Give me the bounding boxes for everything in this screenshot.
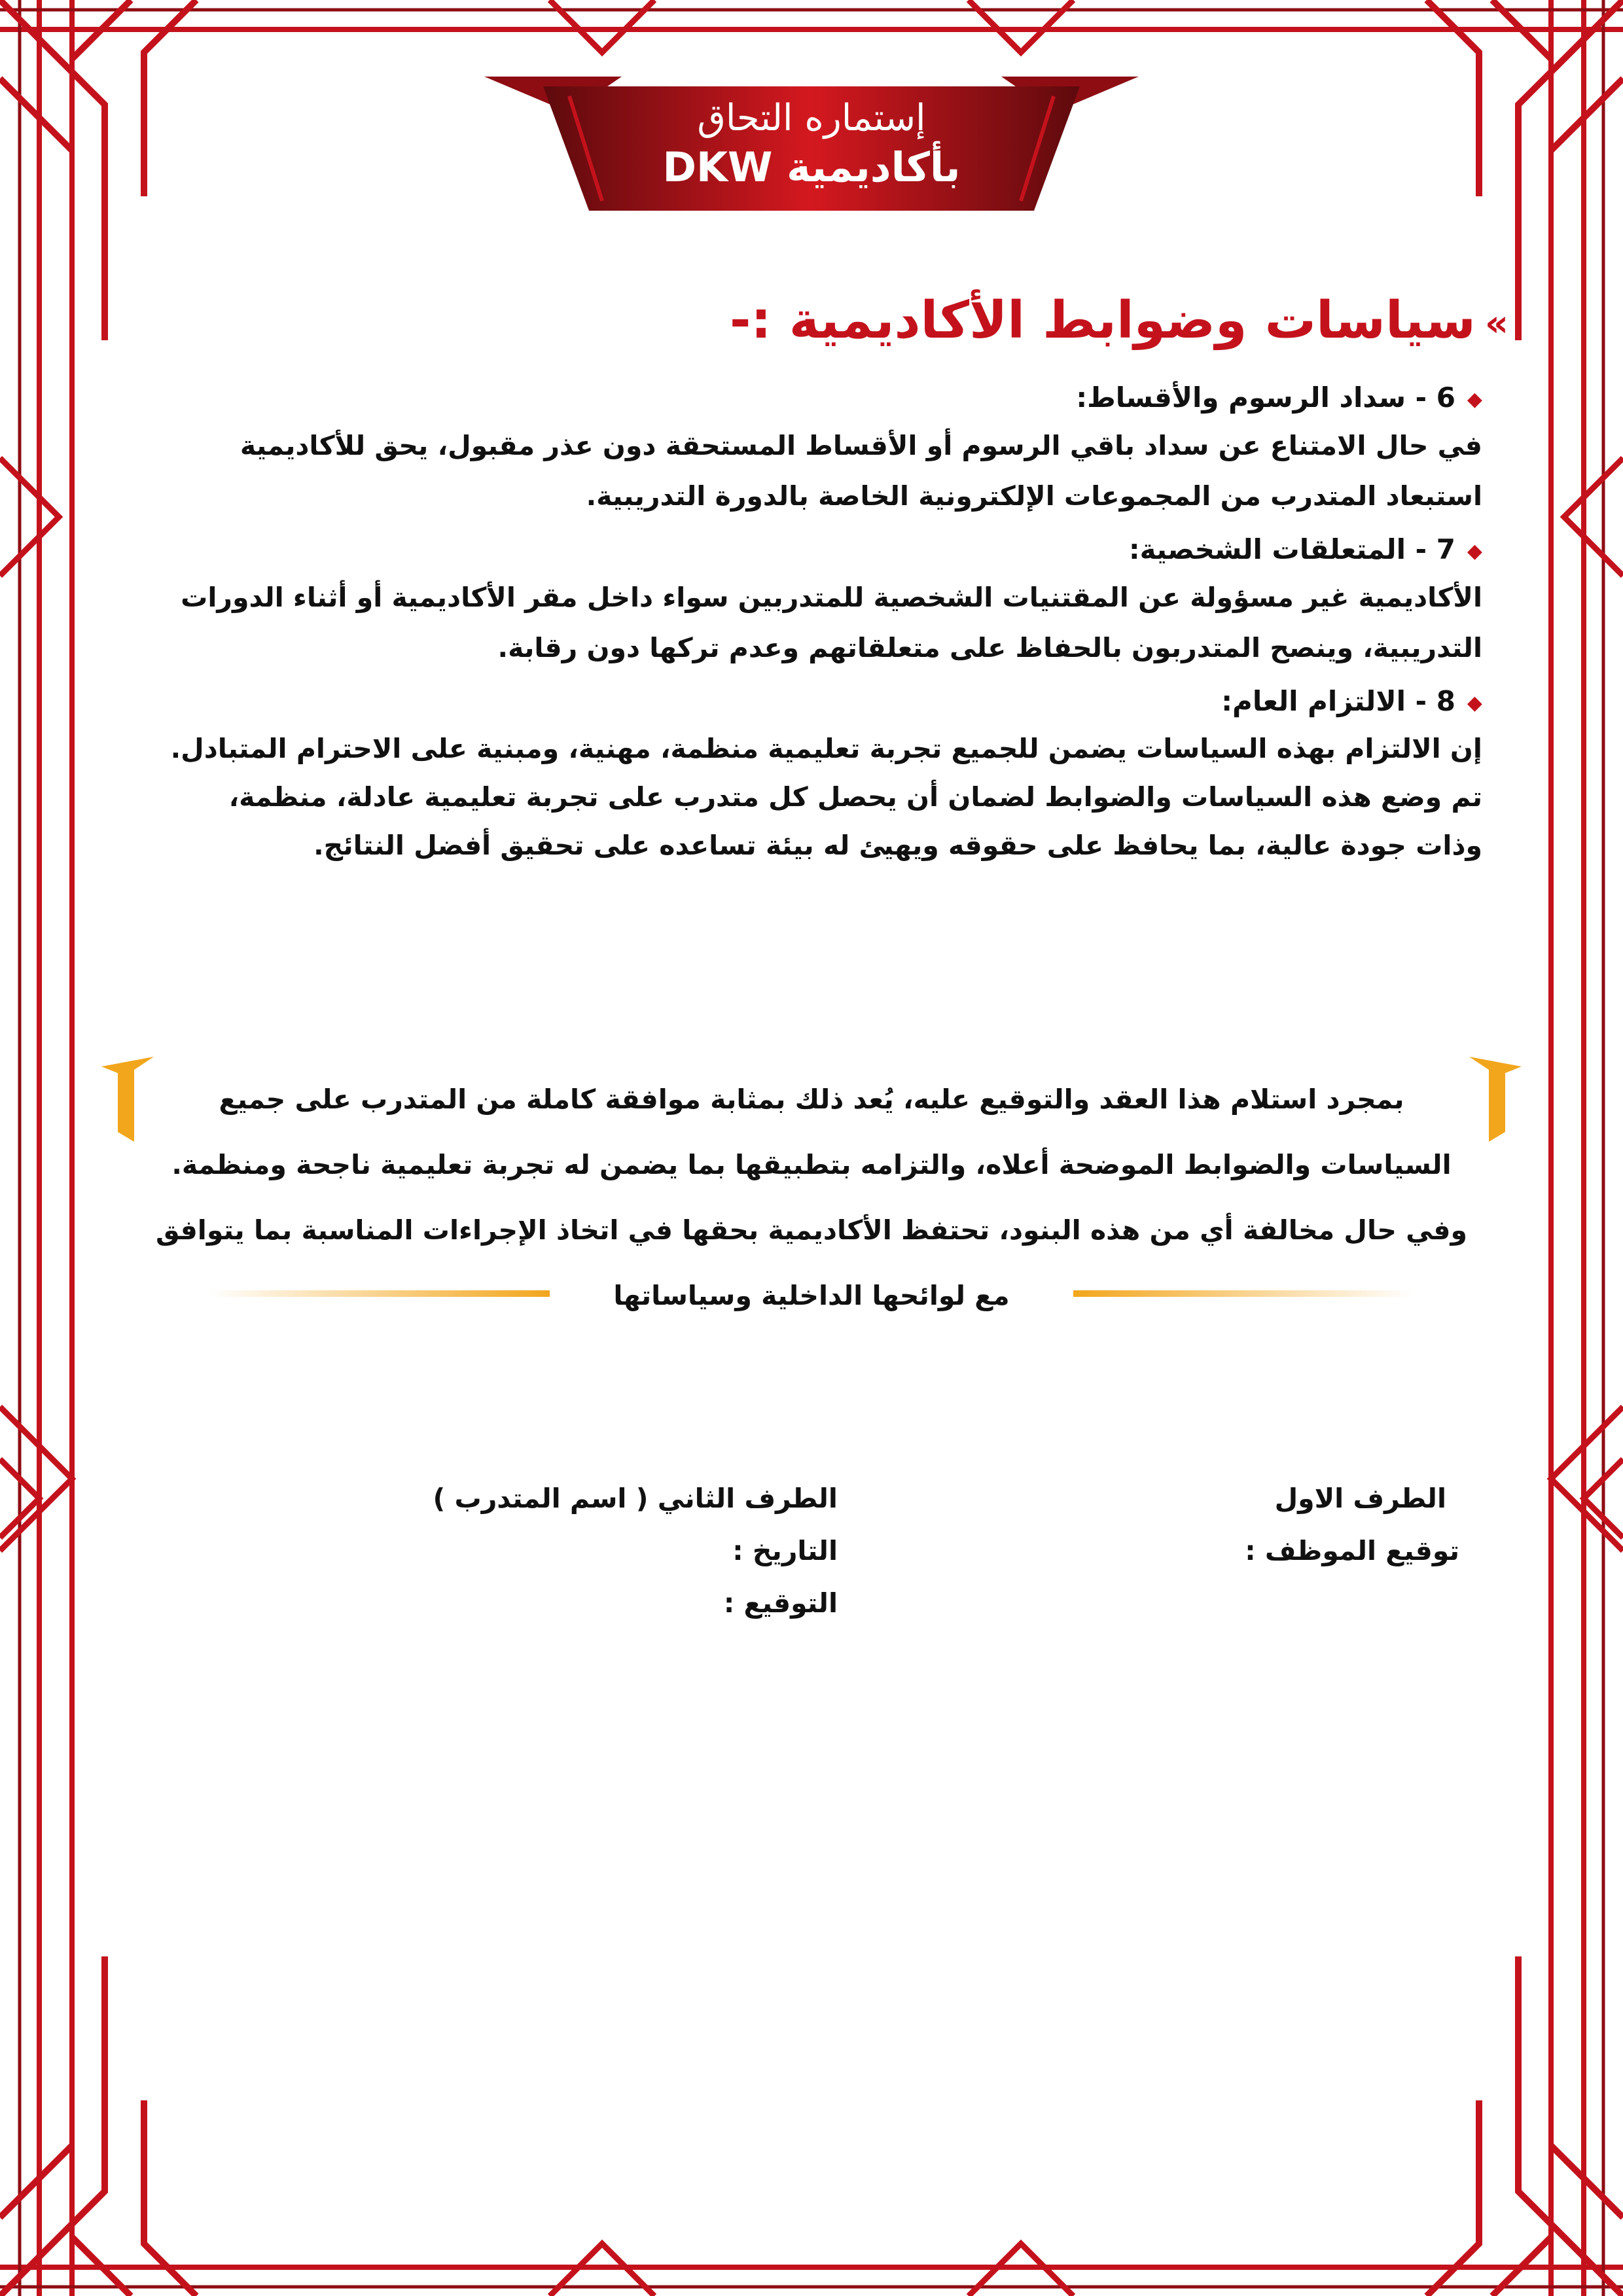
policy-item-line: الأكاديمية غير مسؤولة عن المقتنيات الشخصية للمتدربين سواء داخل مقر الأكاديمية أو أثناء الدورات: [181, 582, 1482, 613]
double-chevron-icon: »: [1484, 302, 1508, 345]
section-title-text: سياسات وضوابط الأكاديمية :-: [730, 291, 1476, 350]
policy-item-line: التدريبية، وينصح المتدربون بالحفاظ على متعلقاتهم وعدم تركها دون رقابة.: [497, 632, 1482, 663]
date-label: التاريخ :: [732, 1535, 838, 1566]
policy-item-line: استبعاد المتدرب من المجموعات الإلكترونية الخاصة بالدورة التدريبية.: [586, 480, 1482, 512]
header-title-line2: بأكاديمية DKW: [662, 143, 961, 191]
notice-line: السياسات والضوابط الموضحة أعلاه، والتزامه بتطبيقها بما يضمن له تجربة تعليمية ناجحة ومنظمة.: [171, 1149, 1452, 1180]
header-title-line1: إستماره التحاق: [697, 97, 926, 139]
policy-item-title-text: 8 - الالتزام العام:: [1221, 685, 1455, 717]
header-title: [615, 92, 1008, 203]
notice-line: وفي حال مخالفة أي من هذه البنود، تحتفظ الأكاديمية بحقها في اتخاذ الإجراءات المناسبة بما يتوافق: [156, 1214, 1467, 1246]
policy-item-title: [141, 527, 1482, 573]
diamond-bullet-icon: ◆: [1467, 387, 1482, 411]
employee-signature-label: توقيع الموظف :: [1245, 1535, 1459, 1566]
agreement-notice: [141, 1067, 1482, 1328]
policy-item-line: في حال الامتناع عن سداد باقي الرسوم أو الأقساط المستحقة دون عذر مقبول، يحق للأكاديمية: [240, 430, 1482, 461]
policy-item-line: تم وضع هذه السياسات والضوابط لضمان أن يحصل كل متدرب على تجربة تعليمية عادلة، منظمة،: [228, 781, 1482, 813]
first-party-block: [1067, 1472, 1459, 1577]
diamond-bullet-icon: ◆: [1467, 691, 1482, 715]
second-party-title: الطرف الثاني ( اسم المتدرب ): [433, 1483, 838, 1514]
signature-label: التوقيع :: [723, 1587, 838, 1619]
notice-line: مع لوائحها الداخلية وسياساتها: [613, 1280, 1010, 1311]
gold-divider-right: [1073, 1290, 1414, 1297]
policy-item-line: وذات جودة عالية، بما يحافظ على حقوقه ويهيئ له بيئة تساعده على تحقيق أفضل النتائج.: [313, 830, 1482, 861]
policy-list: [141, 370, 1482, 870]
first-party-title: الطرف الاول: [1274, 1483, 1446, 1514]
notice-line: بمجرد استلام هذا العقد والتوقيع عليه، يُعد ذلك بمثابة موافقة كاملة من المتدرب على جميع: [219, 1084, 1404, 1115]
section-title: [461, 285, 1508, 357]
diamond-bullet-icon: ◆: [1467, 539, 1482, 563]
policy-item-title-text: 6 - سداد الرسوم والأقساط:: [1076, 381, 1455, 414]
gold-divider-left: [209, 1290, 550, 1297]
policy-item-title: [141, 679, 1482, 724]
policy-item-title: [141, 375, 1482, 421]
policy-item-line: إن الالتزام بهذه السياسات يضمن للجميع تجربة تعليمية منظمة، مهنية، ومبنية على الاحترام المتبادل.: [170, 733, 1482, 764]
second-party-block: [380, 1472, 838, 1629]
policy-item-title-text: 7 - المتعلقات الشخصية:: [1128, 533, 1455, 565]
